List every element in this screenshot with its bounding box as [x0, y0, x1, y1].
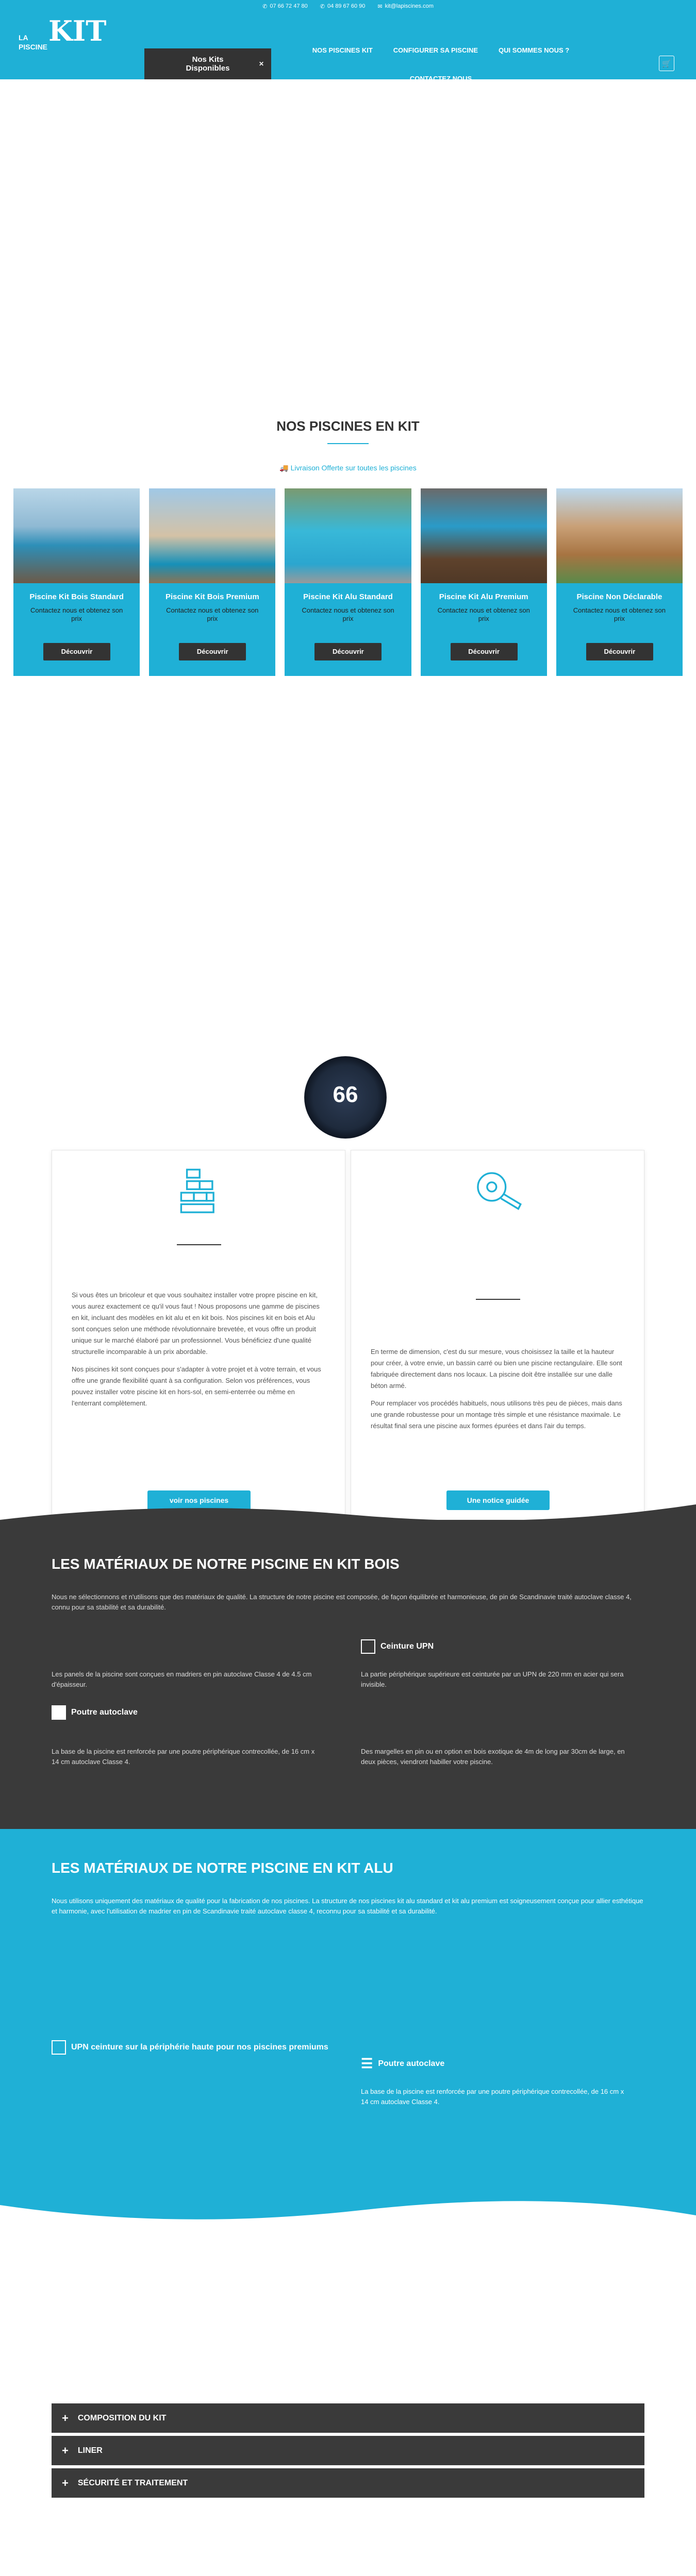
discover-button[interactable]: Découvrir [43, 643, 110, 660]
guarantee-badge: 66 [304, 1056, 387, 1139]
panel-divider [476, 1299, 520, 1300]
accordion-liner[interactable]: + LINER [52, 2436, 644, 2467]
guided-notice-button[interactable]: Une notice guidée [446, 1490, 550, 1510]
kits-dropdown-button[interactable]: Nos Kits Disponibles ✕ [144, 48, 271, 79]
checkbox-upn-ceinture[interactable]: UPN ceinture sur la périphérie haute pour nos piscines premiums [52, 2040, 340, 2055]
wave-divider [0, 1499, 696, 1530]
menu-lines-icon: ☰ [361, 2056, 373, 2071]
delivery-note: 🚚 Livraison Offerte sur toutes les piscines [279, 464, 417, 472]
close-icon: ✕ [258, 60, 264, 67]
kit-image [285, 488, 411, 583]
kit-card: Piscine Kit Bois Premium Contactez nous et obtenez son prix Découvrir [149, 488, 275, 676]
truck-icon: 🚚 [279, 464, 291, 472]
cart-icon[interactable]: 🛒 [659, 56, 674, 71]
info-panel-left: Si vous êtes un bricoleur et que vous souhaitez installer votre propre piscine en kit, vous aurez exactement ce qu'il vous faut ! Nous proposons une gamme de piscines en kit, incluant des modèles en kit alu et en kit bois. Nos piscines kit en bois et Alu sont conçues selon une méthode révolutionnaire brevetée, et vous offre un produit unique sur le marché élaboré par un professionnel. Vous bénéficiez d'une qualité structurelle incomparable à un prix abordable. Nos piscines kit sont conçues pour s'adapter à votre projet et à votre terrain, et vous offre une grande flexibilité quant à sa configuration. Selon vos préférences, vous pouvez installer votre piscine kit en hors-sol, en semi-enterrée ou même en l'enterrant complètement. voir nos piscines [52, 1150, 345, 1521]
nav-item-qui-sommes-nous[interactable]: QUI SOMMES NOUS ? [499, 46, 570, 54]
discover-button[interactable]: Découvrir [179, 643, 246, 660]
pool-kit-icon [170, 1164, 227, 1222]
checkbox-ceinture-upn[interactable]: Ceinture UPN [361, 1639, 434, 1654]
site-header [0, 12, 696, 82]
checkbox-poutre-autoclave[interactable]: Poutre autoclave [52, 1705, 138, 1720]
panel-divider [177, 1244, 221, 1245]
title-divider [327, 443, 369, 444]
phone2-link[interactable]: ✆ 04 89 67 60 90 [320, 3, 366, 10]
kit-image [13, 488, 140, 583]
kit-cards [13, 488, 683, 676]
kits-section-title: NOS PISCINES EN KIT [276, 418, 420, 434]
info-panel-right: En terme de dimension, c'est du sur mesure, vous choisissez la taille et la hauteur pour créer, à votre envie, un bassin carré ou bien une piscine rectangulaire. Elle sont fabriquée directement dans nos locaux. La piscine doit être installée sur une dalle béton armé. Pour remplacer vos procédés habituels, nous utilisons très peu de pièces, mais dans une grande robustesse pour un montage très simple et une résistance maximale. Le résultat final sera une piscine aux formes épurées et dans l'air du temps. Une notice guidée [351, 1150, 644, 1521]
poutre-autoclave-label: ☰ Poutre autoclave [361, 2056, 445, 2071]
wave-divider [0, 2190, 696, 2231]
phone1-link[interactable]: ✆ 07 66 72 47 80 [262, 3, 308, 10]
phone-icon: ✆ [320, 3, 325, 10]
kit-image [556, 488, 683, 583]
tape-measure-icon [469, 1164, 526, 1222]
nav-item-piscines-kit[interactable]: NOS PISCINES KIT [312, 46, 373, 54]
nav-item-configurer[interactable]: CONFIGURER SA PISCINE [393, 46, 478, 54]
plus-icon: + [62, 2476, 69, 2489]
kit-card: Piscine Kit Alu Standard Contactez nous et obtenez son prix Découvrir [285, 488, 411, 676]
kit-image [149, 488, 275, 583]
kit-card: Piscine Kit Bois Standard Contactez nous et obtenez son prix Découvrir [13, 488, 140, 676]
mail-icon: ✉ [377, 3, 383, 10]
kit-card: Piscine Non Déclarable Contactez nous et obtenez son prix Découvrir [556, 488, 683, 676]
accordion-composition[interactable]: + COMPOSITION DU KIT [52, 2403, 644, 2434]
email-link[interactable]: ✉ kit@lapiscines.com [377, 3, 434, 10]
kit-image [421, 488, 547, 583]
see-pools-button[interactable]: voir nos piscines [147, 1490, 251, 1510]
kit-card: Piscine Kit Alu Premium Contactez nous et obtenez son prix Découvrir [421, 488, 547, 676]
nav-item-contact[interactable]: CONTACTEZ NOUS [409, 75, 472, 82]
discover-button[interactable]: Découvrir [451, 643, 518, 660]
wood-materials-section: LES MATÉRIAUX DE NOTRE PISCINE EN KIT BOIS Nous ne sélectionnons et n'utilisons que des matériaux de qualité. La structure de notre piscine est composée, de façon équilibrée et harmonieuse, de pin de Scandinavie traité autoclave classe 4, connu pour sa stabilité et sa durabilité. Ceinture UPN Les panels de la piscine sont conçues en madriers en pin autoclave Classe 4 de 4.5 cm d'épaisseur. La partie périphérique supérieure est ceinturée par un UPN de 220 mm en acier qui sera invisible. Poutre autoclave La base de la piscine est renforcée par une poutre périphérique contrecollée, de 16 cm x 14 cm autoclave Classe 4. Des margelles en pin ou en option en bois exotique de 4m de long par 30cm de large, en deux pièces, viendront habiller votre piscine. [0, 1520, 696, 1829]
plus-icon: + [62, 2444, 69, 2457]
alu-materials-section: LES MATÉRIAUX DE NOTRE PISCINE EN KIT ALU Nous utilisons uniquement des matériaux de qualité pour la fabrication de nos piscines. La structure de nos piscines kit alu standard et kit alu premium est soigneusement conçue pour allier esthétique et harmonie, avec l'utilisation de madrier en pin de Scandinavie traité autoclave classe 4, reconnu pour sa stabilité et sa durabilité. UPN ceinture sur la périphérie haute pour nos piscines premiums ☰ Poutre autoclave La base de la piscine est renforcée par une poutre périphérique contrecollée, de 16 cm x 14 cm autoclave Classe 4. [0, 1829, 696, 2221]
phone-icon: ✆ [262, 3, 268, 10]
top-contact-bar [0, 0, 696, 12]
site-logo[interactable]: LA PISCINE KIT [19, 14, 107, 51]
accordion-securite[interactable]: + SÉCURITÉ ET TRAITEMENT [52, 2468, 644, 2499]
plus-icon: + [62, 2411, 69, 2425]
discover-button[interactable]: Découvrir [314, 643, 382, 660]
main-nav [304, 46, 577, 82]
discover-button[interactable]: Découvrir [586, 643, 653, 660]
